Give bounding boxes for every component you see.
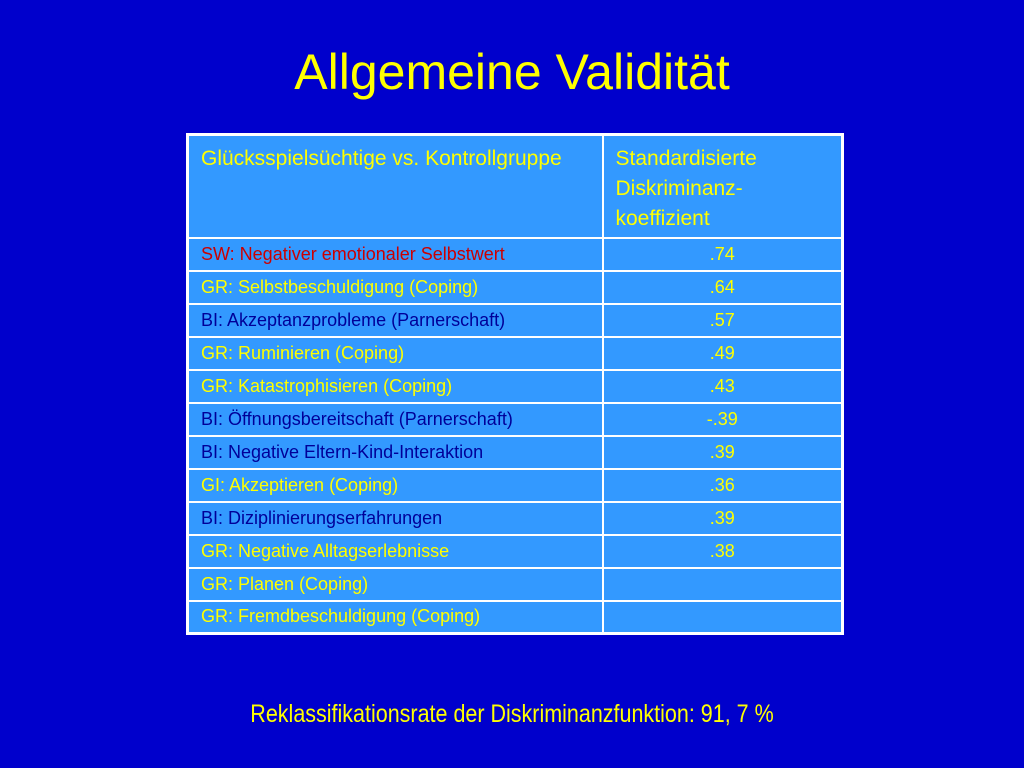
- row-coefficient: [603, 568, 843, 601]
- row-coefficient: .64: [603, 271, 843, 304]
- row-coefficient: -.39: [603, 403, 843, 436]
- row-label: GR: Ruminieren (Coping): [188, 337, 603, 370]
- row-label: SW: Negativer emotionaler Selbstwert: [188, 238, 603, 271]
- slide-title: Allgemeine Validität: [294, 44, 730, 100]
- row-coefficient: .38: [603, 535, 843, 568]
- table-row: [188, 535, 843, 568]
- row-coefficient: .36: [603, 469, 843, 502]
- row-coefficient: .49: [603, 337, 843, 370]
- table-row: [188, 304, 843, 337]
- row-label: BI: Akzeptanzprobleme (Parnerschaft): [188, 304, 603, 337]
- table-row: [188, 568, 843, 601]
- row-label: GR: Negative Alltagserlebnisse: [188, 535, 603, 568]
- table-row: [188, 601, 843, 634]
- row-label: GR: Planen (Coping): [188, 568, 603, 601]
- row-coefficient: [603, 601, 843, 634]
- table-row: [188, 469, 843, 502]
- validity-table: [186, 133, 844, 635]
- table-row: [188, 403, 843, 436]
- row-label: GR: Selbstbeschuldigung (Coping): [188, 271, 603, 304]
- row-coefficient: .57: [603, 304, 843, 337]
- reclassification-rate: Reklassifikationsrate der Diskriminanzfunktion: 91, 7 %: [250, 700, 774, 728]
- row-label: GI: Akzeptieren (Coping): [188, 469, 603, 502]
- header-group-comparison: Glücksspielsüchtige vs. Kontrollgruppe: [188, 135, 603, 238]
- table-row: [188, 337, 843, 370]
- row-coefficient: .39: [603, 502, 843, 535]
- row-label: GR: Fremdbeschuldigung (Coping): [188, 601, 603, 634]
- table-row: [188, 502, 843, 535]
- table-row: [188, 370, 843, 403]
- header-coefficient: Standardisierte Diskriminanz-koeffizient: [603, 135, 843, 238]
- row-label: BI: Negative Eltern-Kind-Interaktion: [188, 436, 603, 469]
- table-row: [188, 238, 843, 271]
- row-label: BI: Öffnungsbereitschaft (Parnerschaft): [188, 403, 603, 436]
- row-label: BI: Diziplinierungserfahrungen: [188, 502, 603, 535]
- table-row: [188, 271, 843, 304]
- row-coefficient: .74: [603, 238, 843, 271]
- table-header-row: [188, 135, 843, 238]
- row-coefficient: .43: [603, 370, 843, 403]
- row-label: GR: Katastrophisieren (Coping): [188, 370, 603, 403]
- row-coefficient: .39: [603, 436, 843, 469]
- table-row: [188, 436, 843, 469]
